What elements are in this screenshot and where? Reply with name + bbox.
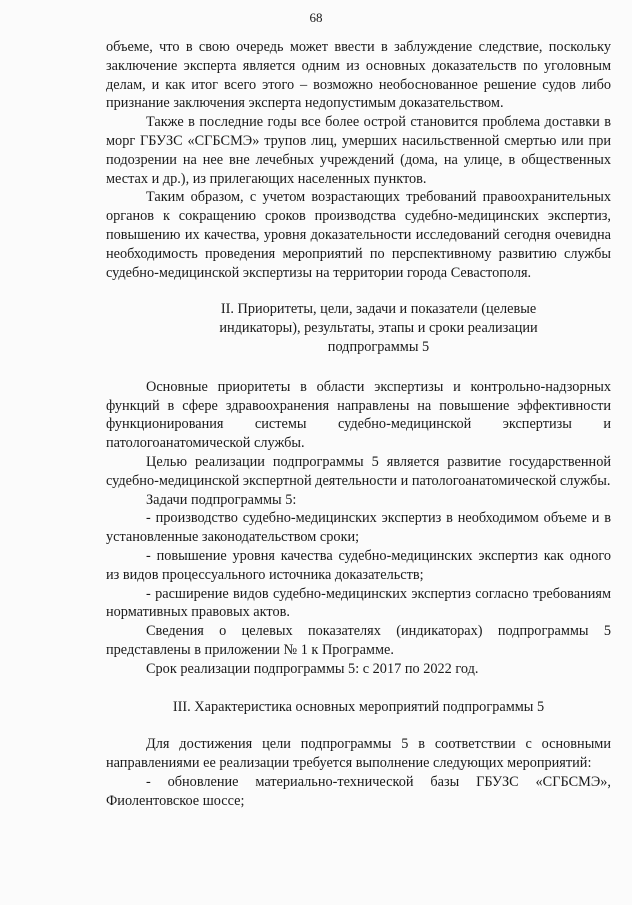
document-body [106, 38, 611, 810]
paragraph: Срок реализации подпрограммы 5: с 2017 по 2022 год. [146, 660, 479, 677]
list-item: - расширение видов судебно-медицинских экспертиз согласно требованиям нормативных правовых актов. [106, 585, 611, 621]
paragraph: Для достижения цели подпрограммы 5 в соответствии с основными направлениями ее реализации требуется выполнение следующих мероприятий: [106, 736, 611, 772]
list-item: - производство судебно-медицинских экспертиз в необходимом объеме и в установленные законодательством сроки; [106, 510, 611, 546]
page-number: 68 [309, 10, 323, 25]
list-item: - повышение уровня качества судебно-медицинских экспертиз как одного из видов процессуального источника доказательств; [106, 547, 611, 583]
paragraph: Задачи подпрограммы 5: [146, 491, 297, 508]
list-item: - обновление материально-технической базы ГБУЗС «СГБСМЭ», Фиолентовское шоссе; [106, 773, 611, 809]
paragraph: Также в последние годы все более острой становится проблема доставки в морг ГБУЗС «СГБСМЭ» трупов лиц, умерших насильственной смертью или при подозрении на нее вне лечебных учреждений (дома, на улице, в общественных местах и др.), из прилегающих населенных пунктов. [106, 114, 611, 187]
section-heading [146, 300, 611, 356]
paragraph: Таким образом, с учетом возрастающих требований правоохранительных органов к сокращению сроков производства судебно-медицинских экспертиз, повышению их качества, уровня доказательности исследований сегодня очевидна необходимость проведения мероприятий по перспективному развитию службы судебно-медицинской экспертизы на территории города Севастополя. [106, 189, 611, 281]
paragraph: объеме, что в свою очередь может ввести в заблуждение следствие, поскольку заключение эксперта является одним из основных доказательств по уголовным делам, и как итог всего этого – возможно необоснованное решение судов либо признание заключения эксперта недопустимым доказательством. [106, 39, 611, 112]
section-heading-text: II. Приоритеты, цели, задачи и показатели (целевые индикаторы), результаты, этапы и сроки реализации подпрограммы 5 [219, 301, 538, 355]
paragraph: Целью реализации подпрограммы 5 является развитие государственной судебно-медицинской экспертной деятельности и патологоанатомической службы. [106, 453, 611, 489]
paragraph: Основные приоритеты в области экспертизы и контрольно-надзорных функций в сфере здравоохранения направлены на повышение эффективности функционирования системы судебно-медицинской экспертизы и патологоанатомической службы. [106, 378, 611, 452]
paragraph: Сведения о целевых показателях (индикаторах) подпрограммы 5 представлены в приложении № 1 к Программе. [106, 623, 611, 658]
section-heading: III. Характеристика основных мероприятий подпрограммы 5 [172, 698, 545, 715]
